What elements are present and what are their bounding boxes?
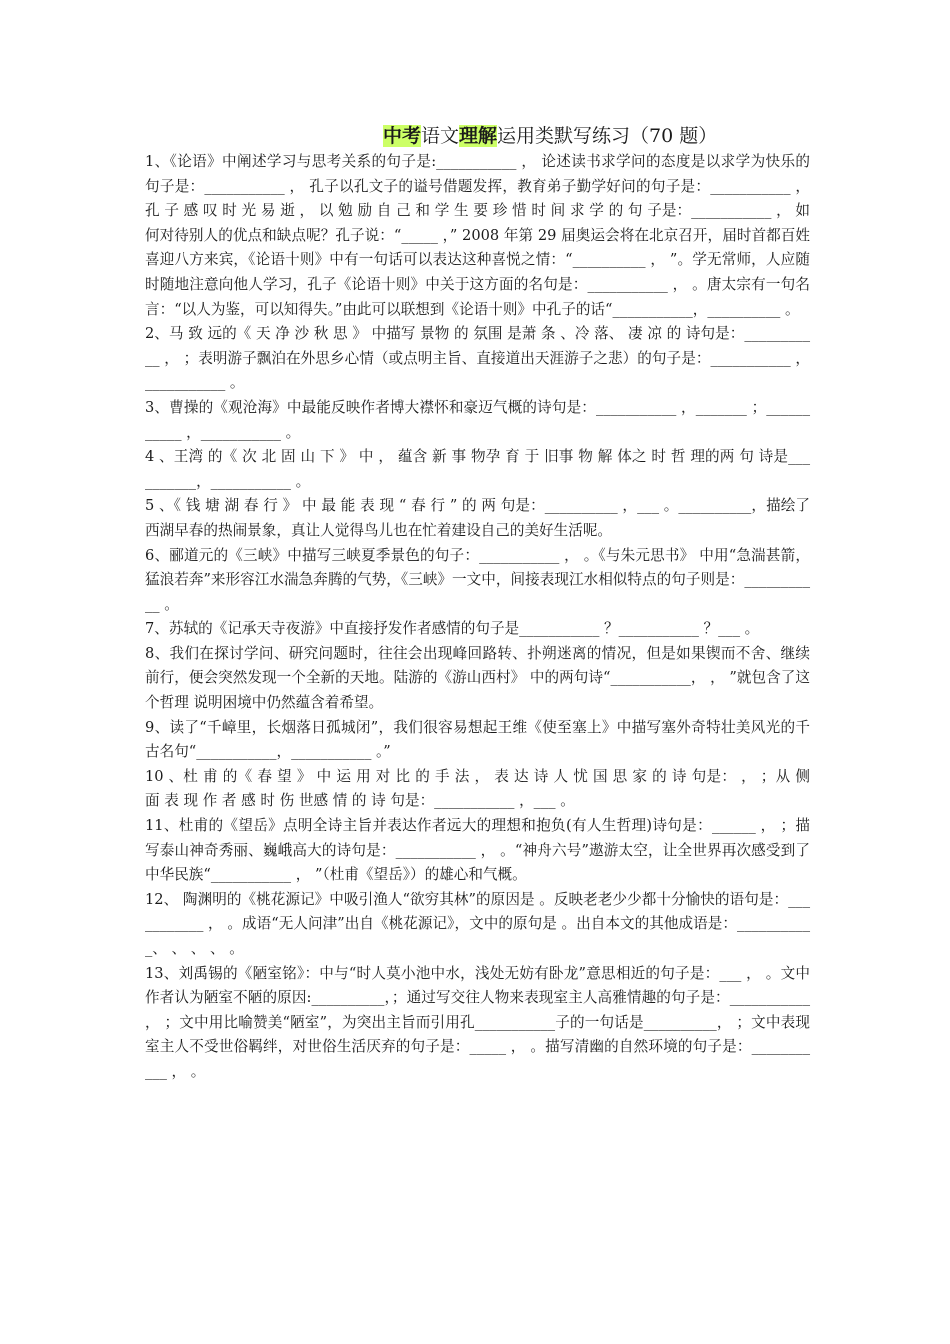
page-title [383, 122, 717, 150]
question-12: 12、 陶渊明的《桃花源记》中吸引渔人“欲穷其林”的原因是 。反映老老少少都十分愉快的语句是：___________ ， 。成语“无人问津”出自《桃花源记》，文中的原句是 。出自本文的其他成语是：___________、 、 、 、 。 [145, 890, 810, 957]
title-text-rest: 运用类默写练习（70 题） [497, 125, 718, 147]
question-11: 11、杜甫的《望岳》点明全诗主旨并表达作者远大的理想和抱负(有人生哲理)诗句是：______ ， ；描写泰山神奇秀丽、巍峨高大的诗句是：___________ ， 。“神舟六号”遨游太空，让全世界再次感受到了中华民族“___________ ， ”（杜甫《望岳》）的雄心和气概。 [145, 817, 810, 884]
question-10: 10 、杜 甫 的《 春 望 》 中 运 用 对 比 的 手 法 ， 表 达 诗 人 忧 国 思 家 的 诗 句是： ， ；从 侧 面 表 现 作 者 感 时 伤 世感 情 的 诗 句是：___________ ，___ 。 [145, 767, 810, 810]
question-9: 9、读了“千嶂里，长烟落日孤城闭”，我们很容易想起王维《使至塞上》中描写塞外奇特壮美风光的千古名句“___________，___________ 。” [145, 718, 810, 761]
title-highlight-exam: 中考 [383, 125, 422, 147]
title-highlight-understanding: 理解 [459, 125, 498, 147]
question-1: 1、《论语》中阐述学习与思考关系的句子是:___________ ， 论述读书求学问的态度是以求学为快乐的句子是：___________ ， 孔子以孔文子的谥号借题发挥，教育弟子勤学好问的句子是：___________ ， 孔 子 感 叹 时 光 易 逝 ， 以 勉 励 自 己 和 学 生 要 珍 惜 时 间 求 学 的 句 子是：___________ ， 如何对待别人的优点和缺点呢？孔子说：“_____ ，” 2008 年第 29 届奥运会将在北京召开，届时首都百姓喜迎八方来宾，《论语十则》中有一句话可以表达这种喜悦之情：“__________ ， ”。学无常师，人应随时随地注意向他人学习，孔子《论语十则》中关于这方面的名句是：___________ ， 。唐太宗有一句名言：“以人为鉴，可以知得失。”由此可以联想到《论语十则》中孔子的话“___________，__________ 。 [145, 153, 810, 318]
question-8: 8、我们在探讨学问、研究问题时，往往会出现峰回路转、扑朔迷离的情况，但是如果锲而不舍、继续前行，便会突然发现一个全新的天地。陆游的《游山西村》 中的两句诗“___________， ， ”就包含了这个哲理 说明困境中仍然蕴含着希望。 [145, 644, 810, 712]
question-2: 2、马 致 远的《 天 净 沙 秋 思 》 中描写 景物 的 氛围 是萧 条 、冷 落、 凄 凉 的 诗句是：___________ ， ；表明游子飘泊在外思乡心情（或点明主旨、直接道出天涯游子之悲）的句子是：___________ ，___________ 。 [145, 325, 810, 392]
question-list [145, 150, 810, 1085]
question-4: 4 、王湾 的《 次 北 固 山 下 》 中 ， 蕴含 新 事 物孕 育 于 旧事 物 解 体之 时 哲 理的两 句 诗是__________，___________ 。 [145, 448, 810, 490]
question-3: 3、曹操的《观沧海》中最能反映作者博大襟怀和豪迈气概的诗句是：___________ ，_______ ；___________ ，___________ 。 [145, 398, 810, 441]
question-13: 13、刘禹锡的《陋室铭》：中与“时人莫小池中水，浅处无妨有卧龙”意思相近的句子是：___ ， 。文中作者认为陋室不陋的原因:__________，；通过写交往人物来表现室主人高雅情趣的句子是：___________ ， ；文中用比喻赞美“陋室”，为突出主旨而引用孔___________子的一句话是__________， ；文中表现室主人不受世俗羁绊，对世俗生活厌弃的句子是：_____ ， 。描写清幽的自然环境的句子是：___________ ， 。 [145, 964, 810, 1080]
question-7: 7、苏轼的《记承天寺夜游》中直接抒发作者感情的句子是___________ ？___________ ？___ 。 [145, 620, 760, 638]
question-6: 6、郦道元的《三峡》中描写三峡夏季景色的句子：___________ ， 。《与朱元思书》 中用“急湍甚箭，猛浪若奔”来形容江水湍急奔腾的气势，《三峡》一文中，间接表现江水相似特点的句子则是：___________ 。 [145, 546, 810, 613]
question-5: 5 、《 钱 塘 湖 春 行 》 中 最 能 表 现 “ 春 行 ” 的 两 句是：__________ ，___ 。__________，描绘了西湖早春的热闹景象，真让人觉得鸟儿也在忙着建设自己的美好生活呢。 [145, 497, 810, 539]
title-text-chinese: 语文 [421, 125, 460, 147]
